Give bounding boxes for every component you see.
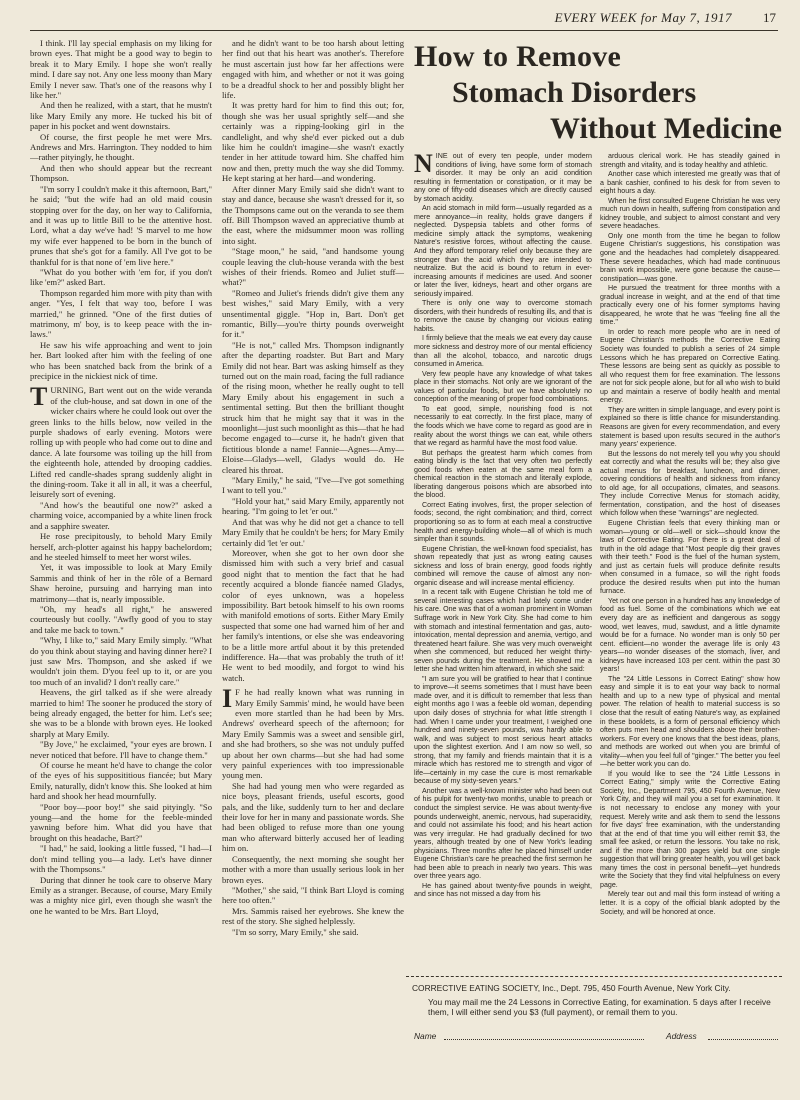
paragraph: Correct Eating involves, first, the proper selection of foods; second, the right combination; and third, correct proportioning so as to form at each meal a constructive health and energy-building whole—all of which is much simpler than it sounds. xyxy=(414,500,592,544)
paragraph: During that dinner he took care to observe Mary Emily as a stranger. Because, of course, Mary Emily was a mighty nice girl, even though she wasn't the one he wanted to be Mrs. Bart Lloyd, xyxy=(30,874,212,916)
paragraph: And then he realized, with a start, that he mustn't like Mary Emily any more. He tucked his bit of paper in his pocket and went downstairs. xyxy=(30,100,212,132)
headline-line-1: How to Remove xyxy=(414,40,622,73)
paragraph: "By Jove," he exclaimed, "your eyes are brown. I never noticed that before. I'll have to change them." xyxy=(30,739,212,760)
paragraph: "Mary Emily," he said, "I've—I've got something I want to tell you." xyxy=(222,475,404,496)
paragraph: "Poor boy—poor boy!" she said pityingly. "So young—and the home for the feeble-minded yawning before him. What did you have that brought on this headache, Bart?" xyxy=(30,801,212,843)
paragraph: In a recent talk with Eugene Christian he told me of several interesting cases which had lately come under his care. One was that of a woman prominent in Woman Suffrage work in New York City. She had come to him with stomach and intestinal fermentation and gas, auto-intoxication, mental depression and anemia, vertigo, and threatened heart failure. She was very much overweight when she commenced, but reduced her weight thirty-seven pounds during the treatment. He showed me a letter she had written him afterward, in which she said: xyxy=(414,588,592,674)
name-label: Name xyxy=(414,1031,437,1041)
address-label: Address xyxy=(666,1031,697,1041)
dropcap-i: I xyxy=(222,684,233,714)
paragraph: He saw his wife approaching and went to join her. Bart looked after him with the feeling of one who has been snatched back from the brink of a precipice in the nickiest nick of time. xyxy=(30,339,212,381)
paragraph: Thompson regarded him more with pity than with anger. "Yes, I felt that way too, before I was married," he grinned. "One of the first duties of matrimony, m' boy, is to keep peace with the in-laws." xyxy=(30,287,212,340)
paragraph: But the lessons do not merely tell you why you should eat correctly and what the results will be; they also give actual menus for breakfast, luncheon, and dinner, covering conditions of health and sickness from infancy to old age, for all occupations, climates, and seasons. They include Corrective Menus for stomach acidity, fermentation, constipation, and the host of diseases which follow when these "warnings" are neglected. xyxy=(600,449,780,518)
paragraph: I think. I'll lay special emphasis on my liking for brown eyes. That might be a good way to begin to break it to Mary Emily. I hope she won't really mind. I dare say not. Any one less moony than Mary Emily I never saw. That's one of the reasons why I like her." xyxy=(30,38,212,101)
paragraph: Mrs. Sammis raised her eyebrows. She knew the rest of the story. She sighed helplessly. xyxy=(222,905,404,927)
headline-line-3: Without Medicine xyxy=(550,112,782,145)
story-column-2 xyxy=(222,38,404,1093)
paragraph: Another was a well-known minister who had been out of his pulpit for twenty-two months, unable to preach or conduct the simplest service. He was about twenty-five pounds underweight, anemic, nervous, had superacidity, and could not assimilate his food; and his heart action was very irregular. He had gradually declined for two years, although treated by one of New York's leading physicians. Three months after he placed himself under Eugene Christian's care he preached the first sermon he had been able to preach in nearly two years. This was over three years ago. xyxy=(414,786,592,881)
paragraph: He rose precipitously, to behold Mary Emily herself, arch-plotter against his happy bachelordom; and he steeled himself to meet her worst wiles. xyxy=(30,531,212,562)
paragraph: And then who should appear but the recreant Thompson. xyxy=(30,162,212,184)
paragraph: Consequently, the next morning she sought her mother with a more than usually serious look in her brown eyes. xyxy=(222,853,404,885)
paragraph: They are written in simple language, and every point is explained so there is little chance for misunderstanding. Reasons are given for every recommendation, and every statement is based upon results secured in the author's many years' experience. xyxy=(600,405,780,449)
paragraph: and he didn't want to be too harsh about letting her find out that his heart was another's. Therefore he must ascertain just how far her affections were engaged with him, and whether or not it was going to be a dreadful shock to her and possibly blight her life. xyxy=(222,38,404,101)
paragraph: Only one month from the time he began to follow Eugene Christian's suggestions, his constipation was gone and the headaches had completely disappeared. These severe headaches, which had made continuous brain work impossible, were gone because the cause—constipation—was gone. xyxy=(600,231,780,283)
paragraph: "I am sure you will be gratified to hear that I continue to improve—it seems sometimes that I must have been made over, and it is difficult to remember that less than eight months ago I was a feeble old woman, depending upon daily doses of strychnia for what little strength I had. When I came under your treatment, I weighed one hundred and ninety-seven pounds, was hardly able to walk, and was subject to most serious heart attacks upon the slightest exertion. And I am now so well, so strong, that my family and friends maintain that it is a miracle which has restored me to strength and vigor of life—certainly in my case the cure is most remarkable because of my sixty-seven years." xyxy=(414,674,592,786)
page-number: 17 xyxy=(763,10,776,25)
paragraph: arduous clerical work. He has steadily gained in strength and vitality, and is today healthy and athletic. xyxy=(600,152,780,169)
paragraph: When he first consulted Eugene Christian he was very much run down in health, suffering from constipation and kidney trouble, and subject to almost constant and very severe headaches. xyxy=(600,196,780,231)
paragraph: It was pretty hard for him to find this out; for, though she was her usual sprightly self—and she certainly was a ripping-looking girl in the candlelight, and why she'd ever picked out a dub like him he couldn't imagine—she wasn't exactly tender in her attitude toward him. She chaffed him now and then, pretty much the way she did Tommy. He kept staring at her hard—and wondering. xyxy=(222,100,404,184)
paragraph: To eat good, simple, nourishing food is not necessarily to eat correctly. In the first place, many of the foods which we have come to regard as good are in reality about the worst things we can eat, while others that we regard as harmful have the most food value. xyxy=(414,404,592,448)
paragraph: "Hold your hat," said Mary Emily, apparently not hearing. "I'm going to let 'er out." xyxy=(222,495,404,517)
ad-column-2 xyxy=(600,152,780,972)
paragraph: In order to reach more people who are in need of Eugene Christian's methods the Corrective Eating Society was founded to publish a series of 24 simple Lessons which he has prepared on Corrective Eating. These lessons are being sent as quickly as possible to all who request them for free examination. The lessons are not for sick people alone, but for all who wish to build up and maintain a reserve of bodily health and mental energy. xyxy=(600,327,780,405)
paragraph: "I'm so sorry, Mary Emily," she said. xyxy=(232,926,359,937)
paragraph: "Stage moon," he said, "and handsome young couple leaving the club-house veranda with the best wishes of their friends. Romeo and Juliet stuff—what?" xyxy=(222,246,404,288)
story-column-1 xyxy=(30,38,212,1093)
paragraph: "And how's the beautiful one now?" asked a charming voice, accompanied by a white linen frock and a sapphire sweater. xyxy=(30,499,212,531)
paragraph: "Mother," she said, "I think Bart Lloyd is coming here too often." xyxy=(222,884,404,906)
paragraph: There is only one way to overcome stomach disorders, with their hundreds of resulting ills, and that is to remove the cause by changing our vicious eating habits. xyxy=(414,299,592,333)
paragraph: The "24 Little Lessons in Correct Eating" show how easy and simple it is to eat your way back to normal health and up to a new type of physical and mental power. The relation of health to material success is so close that the result of eating Nature's way, as explained in these booklets, is a form of personal efficiency which often puts men head and shoulders above their brother-workers. For every one knows that the best ideas, plans, and methods are worked out when you are brimful of vitality—when you feel full of "ginger." The better you feel—he better work you can do. xyxy=(600,674,780,769)
paragraph: And that was why he did not get a chance to tell Mary Emily that he couldn't be hers; for Mary Emily certainly did 'let 'er out.' xyxy=(222,516,404,548)
coupon-text: You may mail me the 24 Lessons in Corrective Eating, for examination. 5 days after I receive them, I will either send you $3 (full payment), or remail them to you. xyxy=(428,997,771,1017)
address-field[interactable] xyxy=(708,1039,778,1040)
dropcap-n: N xyxy=(414,152,433,178)
paragraph: Eugene Christian, the well-known food specialist, has shown repeatedly that just as wrong eating causes sickness and loss of brain energy, good foods rightly combined will remove the cause of almost any non-organic disease and will increase mental efficiency. xyxy=(414,544,592,587)
paragraph: "Romeo and Juliet's friends didn't give them any best wishes," said Mary Emily, with a very unsentimental giggle. "Hop in, Bart. Don't get romantic, Billy—you're thirty pounds overweight for it." xyxy=(222,287,404,340)
paragraph: If you would like to see the "24 Little Lessons in Correct Eating," simply write the Corrective Eating Society, Inc., Department 795, 450 Fourth Avenue, New York City, and they will mail you a set for examination. It is not necessary to enclose any money with your request. Merely write and ask them to send the lessons for five days' free examination, with the understanding that at the end of that time you will either remit $3, the small fee asked, or return the lessons. You take no risk, and if the more than 300 pages yield but one single suggestion that will bring greater health, you will get back many times the cost in personal benefit—yet hundreds write the Society that they find vital helpfulness on every page. xyxy=(600,769,780,889)
order-coupon[interactable] xyxy=(406,976,782,1097)
running-title: EVERY WEEK for May 7, 1917 xyxy=(554,10,732,25)
paragraph: "Oh, my head's all right," he answered courteously but coolly. "Awfly good of you to stay and take me back to town." xyxy=(30,603,212,635)
ad-first-paragraph: NINE out of every ten people, under modern conditions of living, have some form of stomach disorder. It may be only an acid condition resulting in fermentation or constipation, or it may be any one of fifty-odd diseases which are directly caused by stomach acidity. xyxy=(414,152,592,203)
paragraph: "He is not," called Mrs. Thompson indignantly after the departing roadster. But Bart and Mary Emily did not hear. Bart was asking himself as they turned out on the main road, facing the full radiance of the rising moon, whether he really ought to tell Mary Emily about his engagement in such a sentimental setting. But then the brilliant thought struck him that he might say that it was in the moonlight—just such moonlight as this—that he had become engaged to—curse it, he hadn't given that fictitious blonde a name! Fannie—Agnes—Amy—Eloise—Gladys—well, Gladys would do. He cleared his throat. xyxy=(222,339,404,475)
header-rule xyxy=(30,30,778,31)
paragraph: "I'm sorry I couldn't make it this afternoon, Bart," he said; "but the wife had an old maid cousin stopping over for the day, on her way to California, and it was up to little Bill to be the attentive host. Lord, what a day we've had! 'S marvel to me how my wife ever happened to be born in the bunch of prunes that she's got for a family. All I've got to be thankful for is that none of 'em live here." xyxy=(30,183,212,267)
paragraph: Yet not one person in a hundred has any knowledge of food as fuel. Some of the combinations which we eat every day are as inefficient and dangerous as soggy wood, wet leaves, mud, sawdust, and a little dynamite would be for a furnace. No wonder man is only 50 per cent. efficient—no wonder the average life is only 43 years—no wonder diseases of the stomach, liver, and kidneys have increased 103 per cent. within the past 30 years! xyxy=(600,596,780,674)
paragraph: He pursued the treatment for three months with a gradual increase in weight, and at the end of that time practically every one of his former symptoms having disappeared, he wrote that he was "feeling fine all the time." xyxy=(600,284,780,327)
paragraph: "What do you bother with 'em for, if you don't like 'em?" asked Bart. xyxy=(30,266,212,288)
paragraph: Of course, the first people he met were Mrs. Andrews and Mrs. Harrington. They nodded to him—rather pityingly, he thought. xyxy=(30,131,212,163)
ad-column-1 xyxy=(414,152,592,972)
section-start: I F he had really known what was running in Mary Emily Sammis' mind, he would have been even more startled than he had been by Mrs. Andrews' overheard speech of the afternoon; for Mary Emily Sammis was a sweet and sensible girl, and she had brothers, so she was not unduly puffed up about her own charms—but she had had some very painful experiences with too impressionable young men. xyxy=(222,684,404,781)
dropcap-t: T xyxy=(30,382,48,412)
paragraph: Merely tear out and mail this form instead of writing a letter. It is a copy of the official blank adopted by the Society, and will be honored at once. xyxy=(600,890,780,916)
paragraph: After dinner Mary Emily said she didn't want to stay and dance, because she wasn't dressed for it, so the Thompsons came out on the veranda to see them off. Bill Thompson waved an appreciative thumb at the east, where the midsummer moon was rolling into sight. xyxy=(222,183,404,246)
name-field[interactable] xyxy=(444,1039,644,1040)
paragraph: An acid stomach in mild form—usually regarded as a mere annoyance—in reality, holds grave dangers if neglected. Dyspepsia tablets and other forms of medicine simply attack the symptoms, weakening Nature's resistive forces, without affecting the cause. And they afford temporary relief only because they are stronger than the acid which they are intended to neutralize. But the acid is bound to return in ever-increasing amounts if medicines are used. And sooner or later the liver, kidneys, heart and other organs are seriously impaired. xyxy=(414,204,592,298)
paragraph: Moreover, when she got to her own door she dismissed him with such a very brief and casual good night that to mention the fact that he had recently acquired a blonde fiancée named Gladys, color of eyes unknown, was a hopeless impossibility. Bart betook himself to his own rooms with manifold emotions of sorts. Either Mary Emily suspected that some one had warned him of her and her family's intentions, or else she was endeavoring to be a little more artful about it by this pretended indifference. Ha—that was probably the truth of it! He went to bed moodily, and forgot to wind his watch. xyxy=(222,547,404,683)
paragraph: Eugene Christian feels that every thinking man or woman—young or old—well or sick—should know the laws of Corrective Eating. For there is a great deal of truth in the old adage that "Most people dig their graves with their teeth." Food is the fuel of the human system, and just as certain fuels will produce definite results when consumed in a furnace, so will the right foods produce the desired results when put into the human furnace. xyxy=(600,518,780,596)
paragraph: Yet, it was impossible to look at Mary Emily Sammis and think of her in the rôle of a Bernard Shaw heroine, pursuing and harrying man into matrimony—that is, nearly impossible. xyxy=(30,562,212,604)
ad-headline xyxy=(414,40,782,150)
paragraph: She had had young men who were regarded as nice boys, pleasant friends, useful escorts, good pals, and the like, suddenly turn to her and declare their love for her in many and passionate words. She had been obliged to refuse more than one young man who afterward bitterly accused her of leading him on. xyxy=(222,780,404,854)
paragraph: He has gained about twenty-five pounds in weight, and since has not missed a day from his xyxy=(414,881,592,899)
paragraph: Another case which interested me greatly was that of a bank cashier, confined to his desk for from seven to eight hours a day. xyxy=(600,170,780,196)
paragraph: "Why, I like to," said Mary Emily simply. "What do you think about staying and having dinner here? I just saw Mrs. Thompson, and she asked if we wouldn't join them. D'you feel up to it, or are you too much of an invalid? I don't really care." xyxy=(30,635,212,687)
paragraph: I firmly believe that the meals we eat every day cause more sickness and destroy more of our mental efficiency than all the alcohol, tobacco, and narcotic drugs consumed in America. xyxy=(414,334,592,369)
paragraph: Very few people have any knowledge of what takes place in their stomachs. Not only are we ignorant of the values of particular foods, but we have absolutely no conception of the meaning of proper food combinations. xyxy=(414,369,592,404)
paragraph: Heavens, the girl talked as if she were already married to him! The sooner he produced the story of being already engaged, the better for him. Let's see; she was to be a blonde with brown eyes. He looked sharply at Mary Emily. xyxy=(30,687,212,739)
coupon-address: CORRECTIVE EATING SOCIETY, Inc., Dept. 795, 450 Fourth Avenue, New York City. xyxy=(412,983,731,993)
section-start: TURNING, Bart went out on the wide veranda of the club-house, and sat down in one of the wicker chairs where he could look out over the green links to the hills below, now veiled in the purple shadows of early evening. Motors were rolling up with people who had come out to dine and dance. A late foursome was toiling up the hill from the eighteenth hole, attended by drooping caddies. Lifted red candle-shades sprang suddenly alight in the dining-room. Take it all in all, it was a cheerful, leisurely sort of evening. xyxy=(30,382,212,500)
paragraph: "I had," he said, looking a little fussed, "I had—I don't mind telling you—a lady. Let's have dinner with the Thompsons." xyxy=(30,843,212,875)
paragraph: Of course he meant he'd have to change the color of the eyes of his supposititious fiancée; but Mary Emily, naturally, didn't know this. She looked at him hard and shook her head mournfully. xyxy=(30,760,212,802)
running-header xyxy=(0,8,800,30)
paragraph: But perhaps the greatest harm which comes from eating blindly is the fact that very often two perfectly good foods when eaten at the same meal form a chemical reaction in the stomach and literally explode, liberating dangerous poisons which are absorbed into the blood. xyxy=(414,448,592,500)
headline-line-2: Stomach Disorders xyxy=(452,76,697,109)
